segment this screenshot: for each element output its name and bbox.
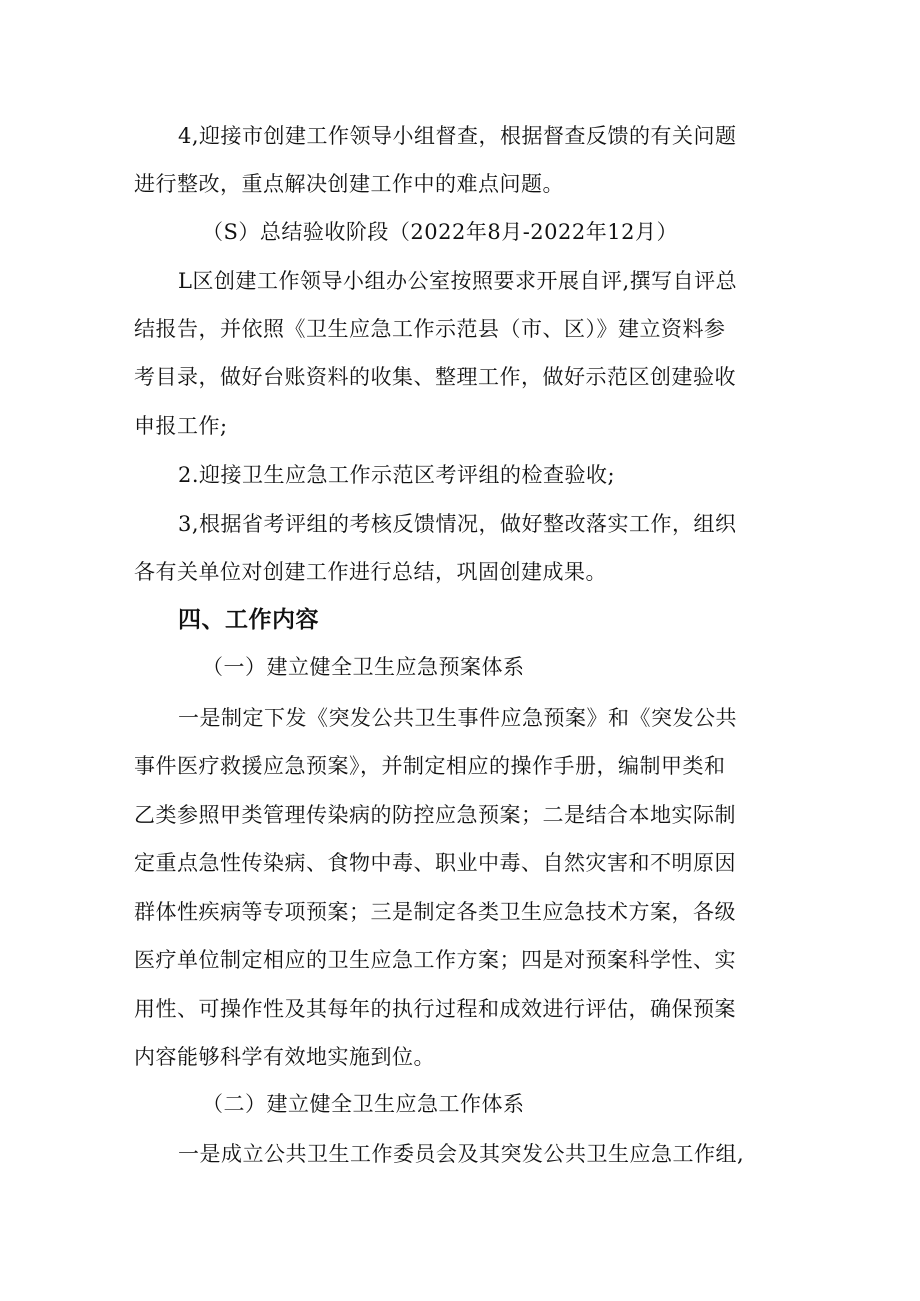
paragraph-line: 进行整改，重点解决创建工作中的难点问题。 xyxy=(134,172,564,196)
paragraph-line: 乙类参照甲类管理传染病的防控应急预案；二是结合本地实际制 xyxy=(134,803,736,827)
paragraph-line: 2.迎接卫生应急工作示范区考评组的检查验收; xyxy=(178,463,616,487)
section-heading: 四、工作内容 xyxy=(178,607,319,633)
section-subtitle: （一）建立健全卫生应急预案体系 xyxy=(202,655,525,679)
paragraph-line: 各有关单位对创建工作进行总结，巩固创建成果。 xyxy=(134,560,607,584)
paragraph-line: 一是成立公共卫生工作委员会及其突发公共卫生应急工作组, xyxy=(178,1142,745,1166)
paragraph-line: L区创建工作领导小组办公室按照要求开展自评,撰写自评总 xyxy=(178,269,738,293)
paragraph-line: 群体性疾病等专项预案；三是制定各类卫生应急技术方案，各级 xyxy=(134,900,736,924)
section-subtitle: （二）建立健全卫生应急工作体系 xyxy=(202,1092,525,1116)
paragraph-line: 结报告，并依照《卫生应急工作示范县（市、区）》建立资料参 xyxy=(134,317,726,341)
paragraph-line: 一是制定下发《突发公共卫生事件应急预案》和《突发公共 xyxy=(178,706,737,730)
paragraph-line: 3,根据省考评组的考核反馈情况，做好整改落实工作，组织 xyxy=(178,512,737,536)
paragraph-line: 内容能够科学有效地实施到位。 xyxy=(134,1045,435,1069)
paragraph-line: 考目录，做好台账资料的收集、整理工作，做好示范区创建验收 xyxy=(134,365,736,389)
paragraph-line: 定重点急性传染病、食物中毒、职业中毒、自然灾害和不明原因 xyxy=(134,851,736,875)
paragraph-line: 事件医疗救援应急预案》，并制定相应的操作手册，编制甲类和 xyxy=(134,754,726,778)
paragraph-line: 申报工作; xyxy=(134,414,228,438)
paragraph-line: 4,迎接市创建工作领导小组督查，根据督查反馈的有关问题 xyxy=(178,124,737,148)
section-subtitle: （S）总结验收阶段（2022年8月-2022年12月） xyxy=(202,220,678,244)
paragraph-line: 用性、可操作性及其每年的执行过程和成效进行评估，确保预案 xyxy=(134,997,736,1021)
paragraph-line: 医疗单位制定相应的卫生应急工作方案；四是对预案科学性、实 xyxy=(134,948,736,972)
